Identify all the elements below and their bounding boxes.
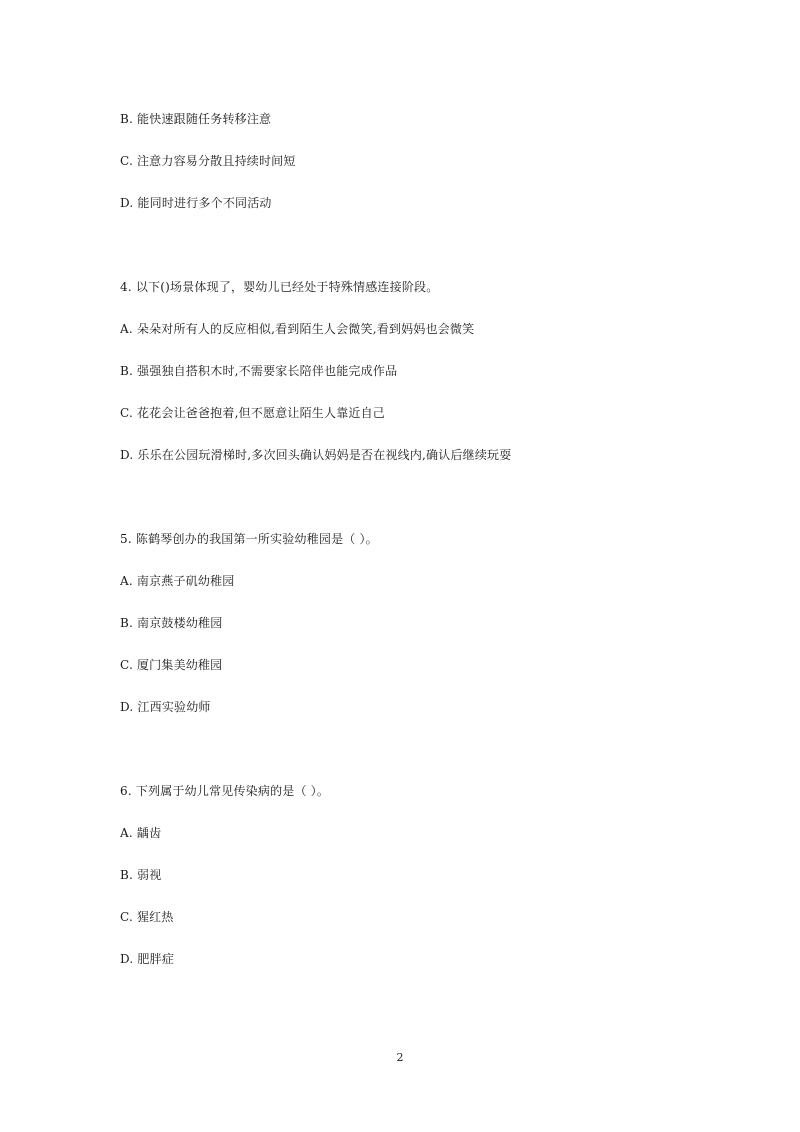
q5-option-b: B. 南京鼓楼幼稚园 [120,616,223,630]
q4-option-a: A. 朵朵对所有人的反应相似,看到陌生人会微笑,看到妈妈也会微笑 [120,322,475,336]
q6-stem: 6. 下列属于幼儿常见传染病的是（ ）。 [120,784,330,798]
q6-option-a: A. 龋齿 [120,826,162,840]
q5-option-c: C. 厦门集美幼稚园 [120,658,223,672]
q3-option-d: D. 能同时进行多个不同活动 [120,196,272,210]
q5-option-d: D. 江西实验幼师 [120,700,211,714]
q3-option-c: C. 注意力容易分散且持续时间短 [120,154,296,168]
q6-option-d: D. 肥胖症 [120,952,175,966]
q5-option-a: A. 南京燕子矶幼稚园 [120,574,235,588]
q4-stem: 4. 以下()场景体现了，婴幼儿已经处于特殊情感连接阶段。 [120,280,439,294]
q6-option-b: B. 弱视 [120,868,162,882]
q4-option-c: C. 花花会让爸爸抱着,但不愿意让陌生人靠近自己 [120,406,385,420]
q4-option-b: B. 强强独自搭积木时,不需要家长陪伴也能完成作品 [120,364,398,378]
q3-option-b: B. 能快速跟随任务转移注意 [120,112,272,126]
page-number: 2 [396,1051,404,1064]
q6-option-c: C. 猩红热 [120,910,174,924]
q4-option-d: D. 乐乐在公园玩滑梯时,多次回头确认妈妈是否在视线内,确认后继续玩耍 [120,448,512,462]
q5-stem: 5. 陈鹤琴创办的我国第一所实验幼稚园是（ ）。 [120,532,378,546]
